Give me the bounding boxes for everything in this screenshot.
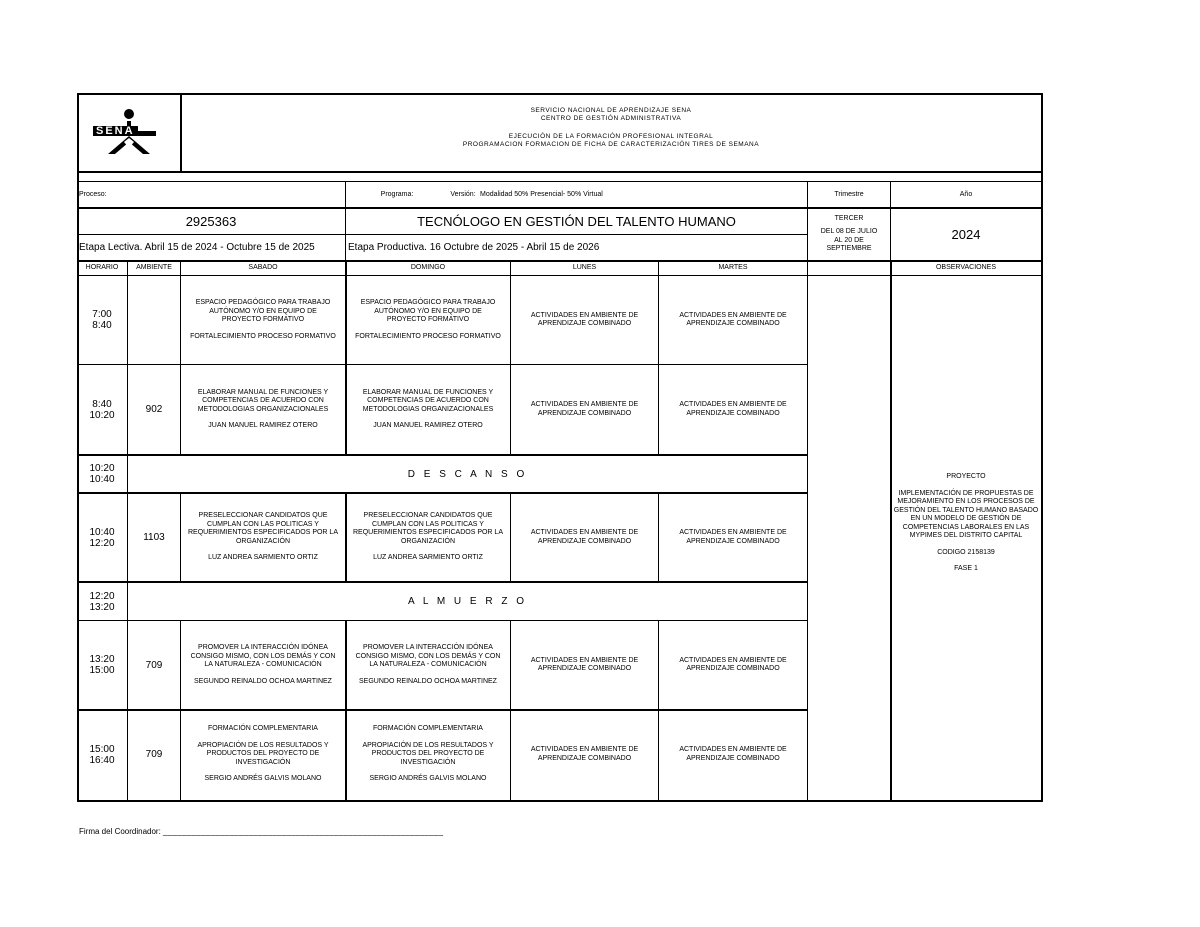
row5-lunes: ACTIVIDADES EN AMBIENTE DE APRENDIZAJE COMBINADO: [530, 746, 639, 762]
row1-domingo: ESPACIO PEDAGÓGICO PARA TRABAJO AUTÓNOMO Y/O EN EQUIPO DE PROYECTO FORMATIVO FORTALECIMIENTO PROCESO FORMATIVO: [355, 299, 501, 340]
signature-line: [79, 827, 443, 836]
row3-sabado: PRESELECCIONAR CANDIDATOS QUE CUMPLAN CON LAS POLITICAS Y REQUERIMIENTOS ESPECIFICADOS POR LA ORGANIZACIÓN LUZ ANDREA SARMIENTO ORTIZ: [187, 512, 338, 562]
row4-ambiente: 709: [145, 659, 163, 671]
fase-proyecto: FASE 1: [954, 565, 978, 572]
row5-ambiente: 709: [145, 749, 163, 760]
col-observaciones: OBSERVACIONES: [935, 263, 997, 271]
trimestre-label: Trimestre: [834, 190, 864, 198]
proyecto-title: PROYECTO: [946, 473, 986, 480]
logo-text: SENA: [93, 126, 138, 136]
col-sabado: SABADO: [248, 263, 278, 271]
col-horario: HORARIO: [85, 263, 119, 271]
break2-time: 12:20 13:20: [89, 590, 115, 613]
row5-time: 15:00 16:40: [89, 743, 115, 766]
col-lunes: LUNES: [572, 263, 597, 271]
firma-blank: ___________________________________________________________: [163, 827, 444, 836]
trimestre-value: TERCER DEL 08 DE JULIO AL 20 DE SEPTIEMBRE: [820, 214, 878, 252]
anio-label: Año: [959, 190, 973, 198]
sena-logo: [81, 101, 177, 163]
row2-sabado: ELABORAR MANUAL DE FUNCIONES Y COMPETENCIAS DE ACUERDO CON METODOLOGIAS ORGANIZACIONALES JUAN MANUEL RAMIREZ OTERO: [197, 388, 329, 429]
row5-domingo: FORMACIÓN COMPLEMENTARIA APROPIACIÓN DE LOS RESULTADOS Y PRODUCTOS DEL PROYECTO DE INVESTIGACIÓN SERGIO ANDRÉS GALVIS MOLANO: [362, 725, 494, 783]
row4-martes: ACTIVIDADES EN AMBIENTE DE APRENDIZAJE COMBINADO: [679, 656, 787, 672]
row5-martes: ACTIVIDADES EN AMBIENTE DE APRENDIZAJE COMBINADO: [679, 746, 787, 762]
schedule-title: PROGRAMACION FORMACION DE FICHA DE CARACTERIZACIÓN TIRES DE SEMANA: [462, 141, 760, 148]
schedule-sheet: [77, 93, 1041, 800]
etapa-productiva: Etapa Productiva. 16 Octubre de 2025 - Abril 15 de 2026: [348, 242, 600, 253]
ficha-number: 2925363: [185, 213, 237, 229]
break2-label: A L M U E R Z O: [407, 596, 528, 607]
row5-sabado: FORMACIÓN COMPLEMENTARIA APROPIACIÓN DE LOS RESULTADOS Y PRODUCTOS DEL PROYECTO DE INVESTIGACIÓN SERGIO ANDRÉS GALVIS MOLANO: [197, 725, 329, 783]
etapa-lectiva: Etapa Lectiva. Abril 15 de 2024 - Octubre 15 de 2025: [79, 242, 315, 253]
row1-lunes: ACTIVIDADES EN AMBIENTE DE APRENDIZAJE COMBINADO: [530, 311, 639, 327]
programa-label: Programa:: [380, 190, 414, 198]
row1-time: 7:00 8:40: [92, 309, 112, 331]
row3-martes: ACTIVIDADES EN AMBIENTE DE APRENDIZAJE COMBINADO: [679, 529, 787, 545]
row2-lunes: ACTIVIDADES EN AMBIENTE DE APRENDIZAJE COMBINADO: [530, 401, 639, 417]
row1-martes: ACTIVIDADES EN AMBIENTE DE APRENDIZAJE COMBINADO: [679, 311, 787, 327]
row4-sabado: PROMOVER LA INTERACCIÓN IDÓNEA CONSIGO MISMO, CON LOS DEMÁS Y CON LA NATURALEZA - COMUNICACIÓN SEGUNDO REINALDO OCHOA MARTINEZ: [190, 644, 336, 685]
org-header: [181, 107, 1041, 163]
center-name: CENTRO DE GESTIÓN ADMINISTRATIVA: [540, 115, 682, 122]
row2-time: 8:40 10:20: [89, 398, 115, 421]
row3-ambiente: 1103: [143, 532, 165, 543]
row4-domingo: PROMOVER LA INTERACCIÓN IDÓNEA CONSIGO MISMO, CON LOS DEMÁS Y CON LA NATURALEZA - COMUNICACIÓN SEGUNDO REINALDO OCHOA MARTINEZ: [355, 644, 501, 685]
firma-label: Firma del Coordinador:: [79, 827, 161, 836]
version-label: Versión:: [450, 190, 476, 198]
process-title: EJECUCIÓN DE LA FORMACIÓN PROFESIONAL INTEGRAL: [508, 133, 714, 140]
programa-name: TECNÓLOGO EN GESTIÓN DEL TALENTO HUMANO: [417, 213, 736, 229]
row3-lunes: ACTIVIDADES EN AMBIENTE DE APRENDIZAJE COMBINADO: [530, 529, 639, 545]
col-domingo: DOMINGO: [410, 263, 446, 271]
row2-domingo: ELABORAR MANUAL DE FUNCIONES Y COMPETENCIAS DE ACUERDO CON METODOLOGIAS ORGANIZACIONALES JUAN MANUEL RAMIREZ OTERO: [362, 388, 494, 429]
programa-labels: [348, 183, 806, 207]
org-name: SERVICIO NACIONAL DE APRENDIZAJE SENA: [530, 107, 692, 114]
proceso-label: Proceso:: [79, 190, 107, 198]
modalidad-text: Modalidad 50% Presencial- 50% Virtual: [480, 190, 603, 198]
codigo-proyecto: CODIGO 2158139: [937, 548, 995, 556]
row3-domingo: PRESELECCIONAR CANDIDATOS QUE CUMPLAN CON LAS POLITICAS Y REQUERIMIENTOS ESPECIFICADOS POR LA ORGANIZACIÓN LUZ ANDREA SARMIENTO ORTIZ: [352, 512, 503, 562]
col-ambiente: AMBIENTE: [136, 263, 172, 271]
observaciones-cell: PROYECTO IMPLEMENTACIÓN DE PROPUESTAS DE MEJORAMIENTO EN LOS PROCESOS DE GESTIÓN DEL TALENTO HUMANO BASADO EN UN MODELO DE GESTIÓN DE COMPETENCIAS LABORALES EN LAS MYPIMES DEL DISTRITO CAPITAL CODIGO 2158139 FASE 1: [893, 473, 1039, 572]
row1-sabado: ESPACIO PEDAGÓGICO PARA TRABAJO AUTÓNOMO Y/O EN EQUIPO DE PROYECTO FORMATIVO FORTALECIMIENTO PROCESO FORMATIVO: [190, 299, 336, 340]
anio-value: 2024: [951, 226, 981, 242]
col-martes: MARTES: [718, 263, 748, 271]
row3-time: 10:40 12:20: [89, 526, 115, 549]
row2-ambiente: 902: [145, 404, 163, 415]
row4-time: 13:20 15:00: [89, 654, 115, 676]
break1-time: 10:20 10:40: [89, 463, 115, 485]
break1-label: D E S C A N S O: [407, 468, 528, 480]
row4-lunes: ACTIVIDADES EN AMBIENTE DE APRENDIZAJE COMBINADO: [530, 656, 639, 672]
row1-ambiente: [128, 276, 180, 364]
row2-martes: ACTIVIDADES EN AMBIENTE DE APRENDIZAJE COMBINADO: [679, 401, 787, 417]
